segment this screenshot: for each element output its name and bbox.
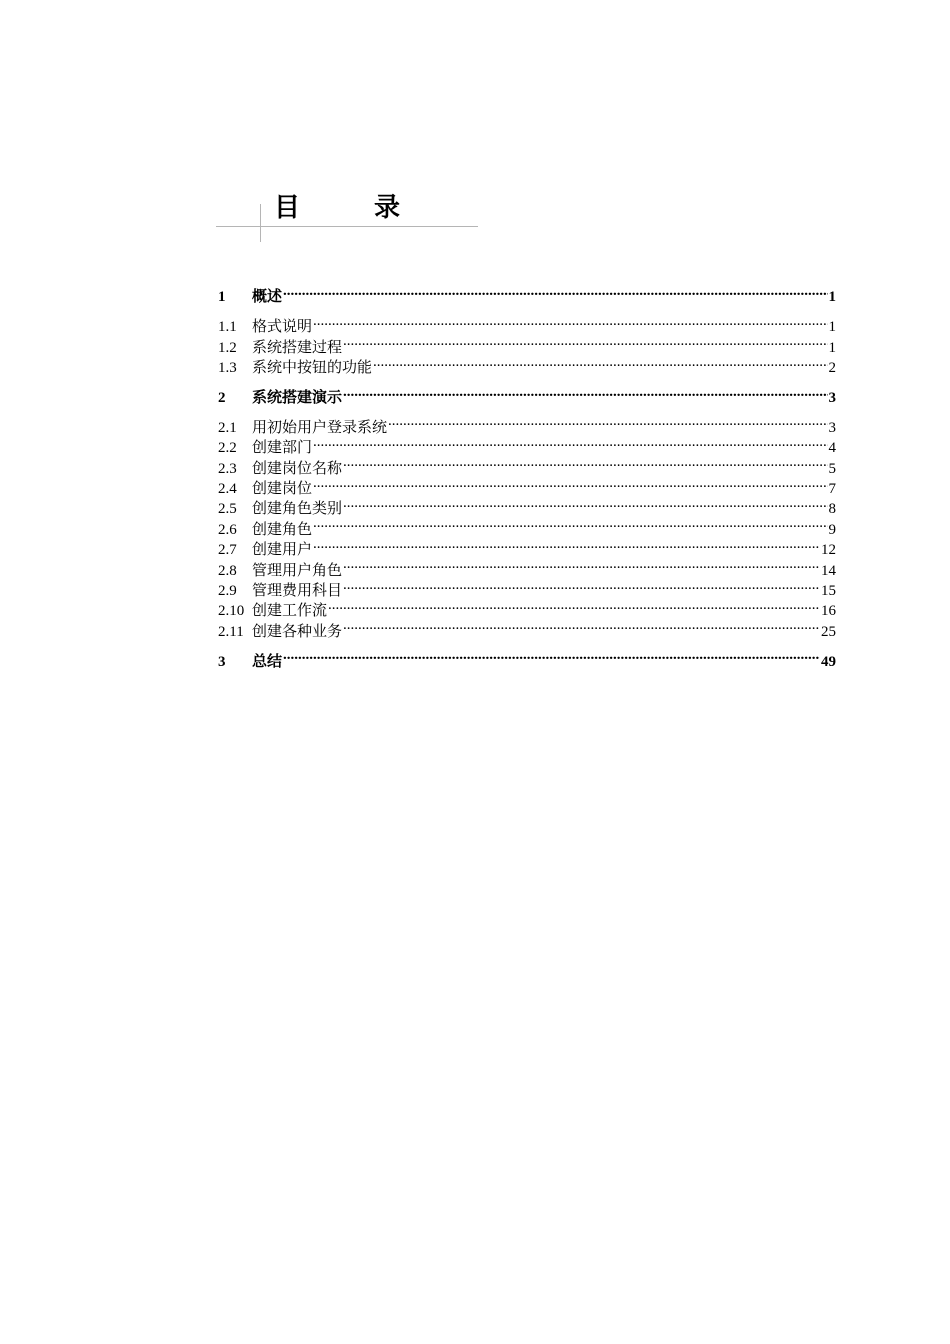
toc-entry-page-number: 16	[821, 603, 836, 620]
toc-entry-title: 格式说明	[252, 319, 313, 336]
toc-entry-title: 管理用户角色	[252, 562, 343, 579]
toc-dot-leader	[283, 645, 820, 665]
toc-entry-page-number: 4	[828, 440, 836, 457]
toc-entry-number: 2.8	[218, 562, 237, 579]
toc-entry-title: 创建岗位名称	[252, 460, 343, 477]
toc-entry-page-number: 8	[828, 501, 836, 518]
toc-entry-title: 系统搭建演示	[252, 389, 343, 406]
toc-entry-number: 2.6	[218, 521, 237, 538]
toc-entry-title: 用初始用户登录系统	[252, 419, 388, 436]
toc-entry-page-number: 14	[821, 562, 836, 579]
toc-entry-number: 1	[218, 289, 226, 306]
toc-entry-page-number: 2	[828, 360, 836, 377]
toc-entry-page-number: 5	[828, 460, 836, 477]
toc-dot-leader	[343, 493, 827, 513]
toc-entry-page-number: 9	[828, 521, 836, 538]
toc-entry-title: 创建角色类别	[252, 501, 343, 518]
heading-vertical-rule	[260, 204, 261, 242]
toc-dot-leader	[343, 615, 820, 635]
toc-entry-title: 创建用户	[252, 542, 313, 559]
toc-entry-title: 创建角色	[252, 521, 313, 538]
toc-dot-leader	[343, 575, 820, 595]
toc-entry-number: 3	[218, 653, 226, 670]
toc-entry-number: 2.9	[218, 582, 237, 599]
toc-entry-title: 创建岗位	[252, 481, 313, 498]
toc-dot-leader	[343, 554, 820, 574]
toc-dot-leader	[343, 452, 827, 472]
toc-entry-page-number: 3	[828, 419, 836, 436]
toc-entry-page-number: 3	[828, 389, 836, 406]
toc-entry-title: 创建各种业务	[252, 623, 343, 640]
toc-entry-number: 2.11	[218, 623, 244, 640]
toc-dot-leader	[313, 513, 827, 533]
toc-entry-page-number: 7	[828, 481, 836, 498]
toc-entry-number: 2.10	[218, 603, 245, 620]
toc-entry-page-number: 12	[821, 542, 836, 559]
toc-entry-page-number: 15	[821, 582, 836, 599]
toc-dot-leader	[313, 432, 827, 452]
toc-entry-page-number: 1	[828, 289, 836, 306]
toc-entry-number: 1.1	[218, 319, 237, 336]
toc-entry-title: 管理费用科目	[252, 582, 343, 599]
heading-horizontal-rule	[216, 226, 478, 227]
toc-entry-page-number: 25	[821, 623, 836, 640]
toc-entry-title: 创建部门	[252, 440, 313, 457]
toc-entry-page-number: 1	[828, 319, 836, 336]
toc-entry-title: 总结	[252, 653, 283, 670]
toc-dot-leader	[388, 411, 827, 431]
toc-dot-leader	[343, 331, 827, 351]
page-title: 目 录	[274, 193, 425, 223]
toc-entry-number: 1.2	[218, 339, 237, 356]
toc-entry-title: 创建工作流	[252, 603, 328, 620]
toc-entry-number: 2.1	[218, 419, 237, 436]
toc-entry-number: 2.5	[218, 501, 237, 518]
toc-entry-number: 2.7	[218, 542, 237, 559]
table-of-contents	[218, 281, 836, 670]
toc-entry-title: 概述	[252, 289, 283, 306]
toc-entry-number: 2.4	[218, 481, 237, 498]
toc-entry-title: 系统搭建过程	[252, 339, 343, 356]
toc-dot-leader	[343, 382, 827, 402]
toc-section-entry[interactable]	[218, 311, 836, 336]
toc-dot-leader	[313, 311, 827, 331]
toc-section-entry[interactable]	[218, 411, 836, 436]
toc-dot-leader	[373, 352, 827, 372]
toc-entry-page-number: 49	[821, 653, 836, 670]
toc-dot-leader	[283, 281, 827, 301]
toc-entry-number: 2.3	[218, 460, 237, 477]
toc-entry-page-number: 1	[828, 339, 836, 356]
toc-entry-number: 2.2	[218, 440, 237, 457]
toc-dot-leader	[328, 595, 820, 615]
toc-dot-leader	[313, 473, 827, 493]
toc-entry-number: 2	[218, 389, 226, 406]
toc-chapter-entry[interactable]	[218, 382, 836, 406]
toc-dot-leader	[313, 534, 820, 554]
toc-heading-block	[216, 190, 478, 242]
toc-chapter-entry[interactable]	[218, 281, 836, 306]
toc-chapter-entry[interactable]	[218, 645, 836, 670]
toc-entry-number: 1.3	[218, 360, 237, 377]
toc-entry-title: 系统中按钮的功能	[252, 360, 373, 377]
